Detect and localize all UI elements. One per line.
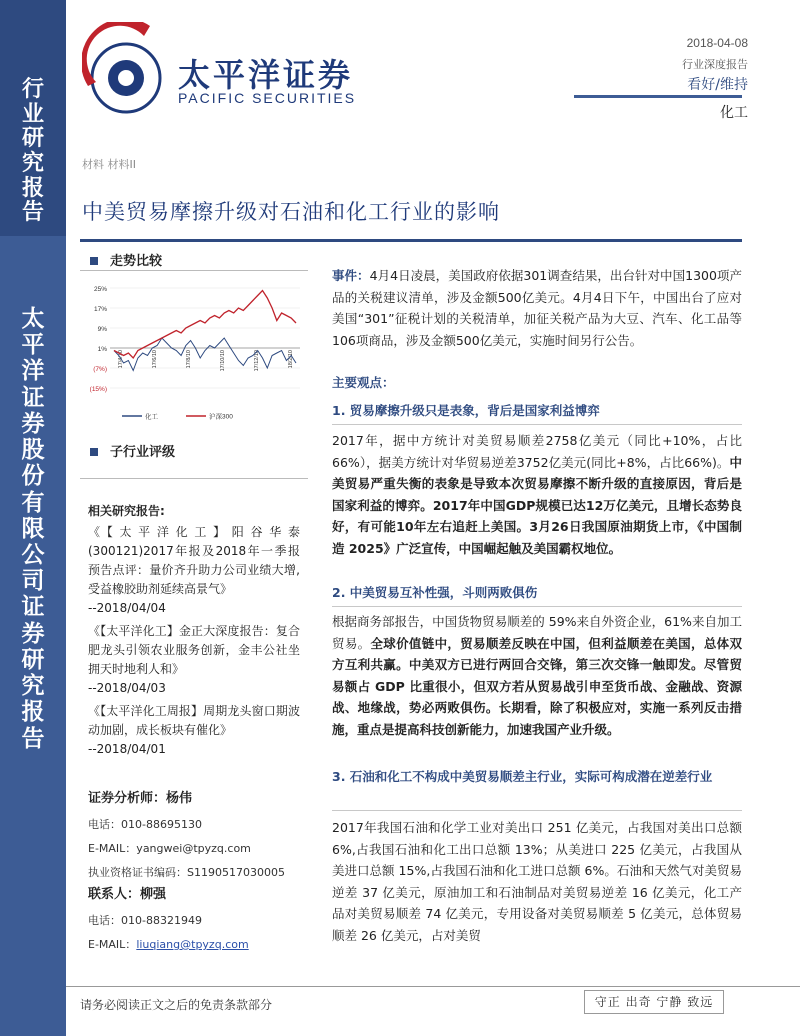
sidebar-top-char: 究 <box>21 150 44 176</box>
footer-disclaimer: 请务必阅读正文之后的免责条款部分 <box>80 998 273 1012</box>
subindustry-heading: 子行业评级 <box>90 441 175 460</box>
section-3-rule <box>332 810 742 811</box>
y-tick-label: 25% <box>93 286 107 293</box>
sidebar-bottom-char: 证 <box>21 384 45 411</box>
subcategory: 材料 材料II <box>82 158 136 171</box>
sector: 化工 <box>720 105 748 121</box>
section-1-rule <box>332 424 742 425</box>
related-report-1[interactable]: 《【太平洋化工】阳谷华泰(300121)2017年报及2018年一季报预告点评：量价齐升助力公司业绩大增,受益橡胶助剂延续高景气》 <box>88 525 300 596</box>
y-tick-label: 1% <box>97 346 107 353</box>
y-tick-label: (7%) <box>93 366 107 373</box>
x-tick-label: 18/2/10 <box>288 350 294 369</box>
analyst-cert: 执业资格证书编码：S1190517030005 <box>88 866 285 879</box>
x-tick-label: 17/4/10 <box>118 350 124 369</box>
sidebar-bottom-char: 券 <box>21 410 45 437</box>
related-report-3[interactable]: 《【太平洋化工周报】周期龙头窗口期波动加剧，成长板块有催化》 <box>88 704 300 737</box>
pacific-securities-logo <box>82 22 172 118</box>
square-bullet-icon <box>90 448 98 456</box>
sidebar-top-char: 业 <box>21 101 44 127</box>
analyst-email: E-MAIL：yangwei@tpyzq.com <box>88 842 251 855</box>
sidebar-bottom-char: 券 <box>21 620 45 647</box>
trend-chart <box>82 278 312 426</box>
section-1-body: 2017年，据中方统计对美贸易顺差2758亿美元（同比+10%，占比66%），据美方统计对华贸易逆差3752亿美元(同比+8%，占比66%)。中美贸易严重失衡的表象是导致本次贸易摩擦不断升级的直接原因，背后是国家利益的博弈。2017年中国GDP规模已达12万亿美元，且增长态势良好，有可能10年左右追赶上美国。3月26日我国原油期货上市，《中国制造 2025》广泛宣传，中国崛起触及美国霸权地位。 <box>332 433 742 556</box>
contact-name: 联系人：柳强 <box>88 887 167 902</box>
related-report-2[interactable]: 《【太平洋化工】金正大深度报告：复合肥龙头引领农业服务创新，金丰公社坐拥天时地利人和》 <box>88 624 300 676</box>
brand-name-en: PACIFIC SECURITIES <box>178 90 357 106</box>
sidebar-report-category <box>0 78 66 226</box>
x-tick-label: 17/12/10 <box>254 350 260 372</box>
sidebar-bottom-char: 告 <box>21 725 45 752</box>
sidebar-bottom-char: 研 <box>21 646 45 673</box>
sidebar-bottom-char: 限 <box>21 515 45 542</box>
sidebar-top-char: 研 <box>21 126 44 152</box>
sidebar-top-char: 报 <box>21 175 44 201</box>
sidebar-bottom-char: 股 <box>21 437 45 464</box>
analyst-name: 证券分析师：杨伟 <box>88 791 193 806</box>
page-title: 中美贸易摩擦升级对石油和化工行业的影响 <box>82 200 500 224</box>
sidebar-bottom-char: 洋 <box>21 358 45 385</box>
sidebar-top-char: 告 <box>21 200 44 226</box>
footer-motto: 守正 出奇 宁静 致远 <box>584 990 724 1014</box>
series-line-chemical <box>114 338 296 371</box>
contact-email-link[interactable]: liuqiang@tpyzq.com <box>136 938 249 951</box>
x-tick-label: 17/6/10 <box>152 350 158 369</box>
related-report-3-date: --2018/04/01 <box>88 742 166 756</box>
sidebar-top-char: 行 <box>21 77 44 102</box>
report-type: 行业深度报告 <box>682 58 748 71</box>
sidebar-bottom-char: 究 <box>21 673 45 700</box>
main-views-label: 主要观点： <box>332 375 395 390</box>
x-tick-label: 17/10/10 <box>220 350 226 372</box>
sidebar-bottom-char: 份 <box>21 463 45 490</box>
header-divider <box>574 95 742 98</box>
y-tick-label: (15%) <box>89 386 107 393</box>
sidebar-bottom-char: 平 <box>21 332 45 359</box>
legend-label: 沪深300 <box>209 413 233 421</box>
section-2-rule <box>332 606 742 607</box>
sidebar-bottom-char: 证 <box>21 594 45 621</box>
related-heading: 相关研究报告: <box>88 504 165 518</box>
x-tick-label: 17/8/10 <box>186 350 192 369</box>
y-tick-label: 17% <box>93 306 107 313</box>
section-2-title: 2. 中美贸易互补性强，斗则两败俱伤 <box>332 585 538 600</box>
section-3-body: 2017年我国石油和化学工业对美出口 251 亿美元，占我国对美出口总额 6%,占我国石油和化工出口总额 13%；从美进口 225 亿美元，占我国从美进口总额 15%,占我国石油和化工进口总额 6%。石油和天然气对美贸易逆差 37 亿美元，原油加工和石油制品对美贸易逆差 16 亿美元，化工产品对美贸易顺差 74 亿美元，专用设备对美贸易顺差 5 亿美元，总体贸易顺差 26 亿美元，占对美贸 <box>332 820 742 943</box>
contact-email-row: E-MAIL：liuqiang@tpyzq.com <box>88 938 249 951</box>
section-3-title: 3. 石油和化工不构成中美贸易顺差主行业，实际可构成潜在逆差行业 <box>332 769 713 784</box>
sidebar-company-name <box>0 306 66 752</box>
square-bullet-icon <box>90 257 98 265</box>
section-1-title: 1. 贸易摩擦升级只是表象，背后是国家利益博弈 <box>332 403 600 418</box>
y-tick-label: 9% <box>97 326 107 333</box>
section-2-body: 根据商务部报告，中国货物贸易顺差的 59%来自外资企业，61%来自加工贸易。全球价值链中，贸易顺差反映在中国，但利益顺差在美国，总体双方互利共赢。中美双方已进行两回合交锋，第三次交锋一触即发。尽管贸易额占 GDP 比重很小，但双方若从贸易战引申至货币战、金融战、资源战、地缘战，势必两败俱伤。长期看，除了积极应对，实施一系列反击措施，重点是提高科技创新能力，加速我国产业升级。 <box>332 614 742 737</box>
subindustry-rule <box>80 478 308 479</box>
trend-heading: 走势比较 <box>90 250 162 269</box>
related-reports <box>88 502 300 763</box>
analyst-phone: 电话：010-88695130 <box>88 818 202 831</box>
related-report-2-date: --2018/04/03 <box>88 681 166 695</box>
rating: 看好/维持 <box>687 77 748 93</box>
legend-label: 化工 <box>145 413 158 421</box>
event-paragraph: 事件：4月4日凌晨，美国政府依据301调查结果，出台针对中国1300项产品的关税建议清单，涉及金额500亿美元。4月4日下午，中国出台了应对美国“301”征税计划的关税清单，加征关税产品为大豆、汽车、化工品等106项商品，涉及金额500亿美元，实施时间另行公告。 <box>332 268 742 348</box>
footer-divider <box>66 986 800 987</box>
sidebar-bottom-char: 报 <box>21 699 45 726</box>
brand-name-cn: 太平洋证券 <box>178 56 354 94</box>
related-report-1-date: --2018/04/04 <box>88 601 166 615</box>
sidebar-bottom-char: 有 <box>21 489 45 516</box>
sidebar-bottom-char: 公 <box>21 541 45 568</box>
report-date: 2018-04-08 <box>686 36 748 50</box>
title-divider <box>80 239 742 242</box>
trend-rule <box>80 270 308 271</box>
sidebar-bottom-char: 太 <box>21 306 45 332</box>
contact-phone: 电话：010-88321949 <box>88 914 202 927</box>
sidebar-bottom-char: 司 <box>21 568 45 595</box>
